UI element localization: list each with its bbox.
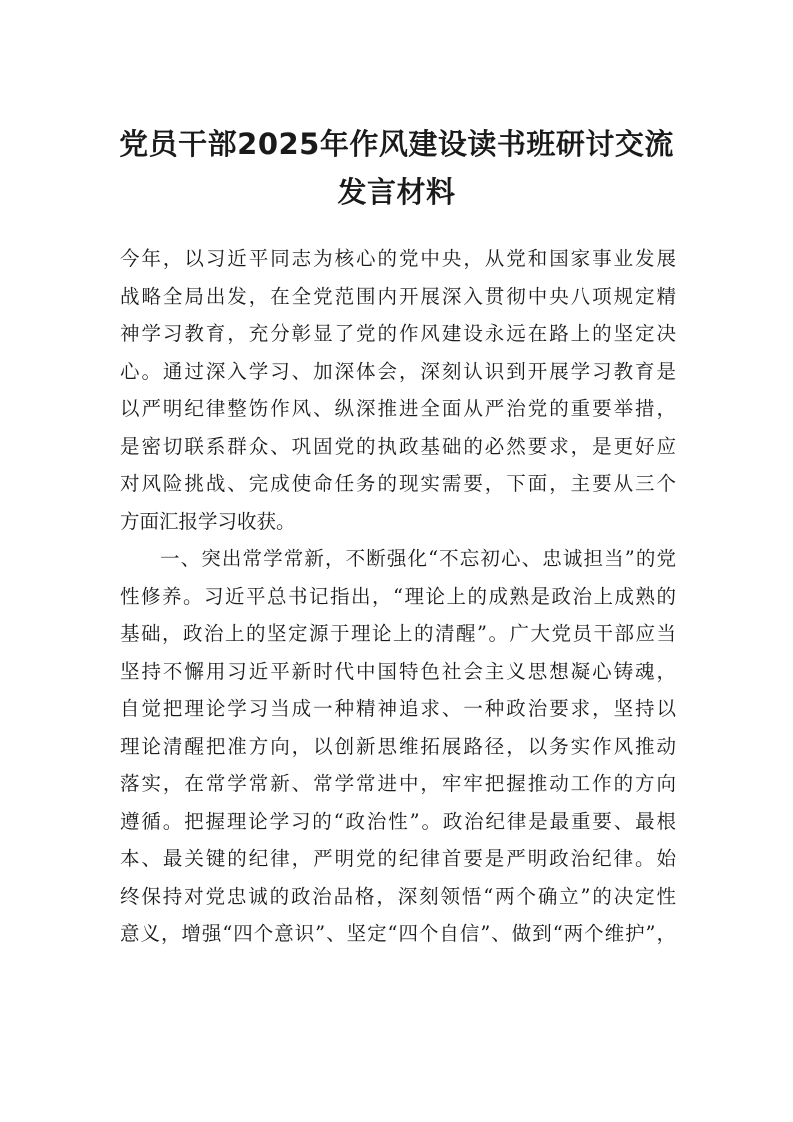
text-line: 自觉把理论学习当成一种精神追求、一种政治要求，坚持以 (120, 697, 676, 720)
text-line: 遵循。把握理论学习的“政治性”。政治纪律是最重要、最根 (120, 809, 676, 833)
text-line: 对风险挑战、完成使命任务的现实需要，下面，主要从三个 (120, 472, 676, 495)
text-line: 战略全局出发，在全党范围内开展深入贯彻中央八项规定精 (120, 284, 676, 308)
text-line: 意义，增强“四个意识”、坚定“四个自信”、做到“两个维护”， (120, 922, 676, 945)
text-line: 坚持不懈用习近平新时代中国特色社会主义思想凝心铸魂， (120, 659, 676, 683)
text-line: 终保持对党忠诚的政治品格，深刻领悟“两个确立”的决定性 (120, 884, 676, 908)
text-line: 心。通过深入学习、加深体会，深刻认识到开展学习教育是 (120, 359, 676, 383)
document-title (110, 120, 683, 216)
text-line: 今年，以习近平同志为核心的党中央，从党和国家事业发展 (120, 247, 676, 270)
paragraph-intro (120, 240, 676, 540)
text-line: 落实，在常学常新、常学常进中，牢牢把握推动工作的方向 (120, 772, 676, 795)
title-line-2: 发言材料 (337, 175, 456, 209)
text-line: 理论清醒把准方向，以创新思维拓展路径，以务实作风推动 (120, 734, 676, 758)
text-line: 一、突出常学常新，不断强化“不忘初心、忠诚担当”的党 (160, 547, 676, 570)
text-line: 基础，政治上的坚定源于理论上的清醒”。广大党员干部应当 (120, 622, 676, 645)
paragraph-section-one (120, 540, 676, 953)
text-line: 本、最关键的纪律，严明党的纪律首要是严明政治纪律。始 (120, 847, 676, 870)
title-line-1: 党员干部2025年作风建设读书班研讨交流 (119, 127, 674, 161)
text-line: 方面汇报学习收获。 (120, 509, 296, 533)
text-line: 神学习教育，充分彰显了党的作风建设永远在路上的坚定决 (120, 322, 676, 345)
text-line: 以严明纪律整饬作风、纵深推进全面从严治党的重要举措， (120, 397, 676, 420)
text-line: 是密切联系群众、巩固党的执政基础的必然要求，是更好应 (120, 434, 676, 458)
document-body (120, 240, 676, 953)
text-line: 性修养。习近平总书记指出，“理论上的成熟是政治上成熟的 (120, 584, 676, 608)
